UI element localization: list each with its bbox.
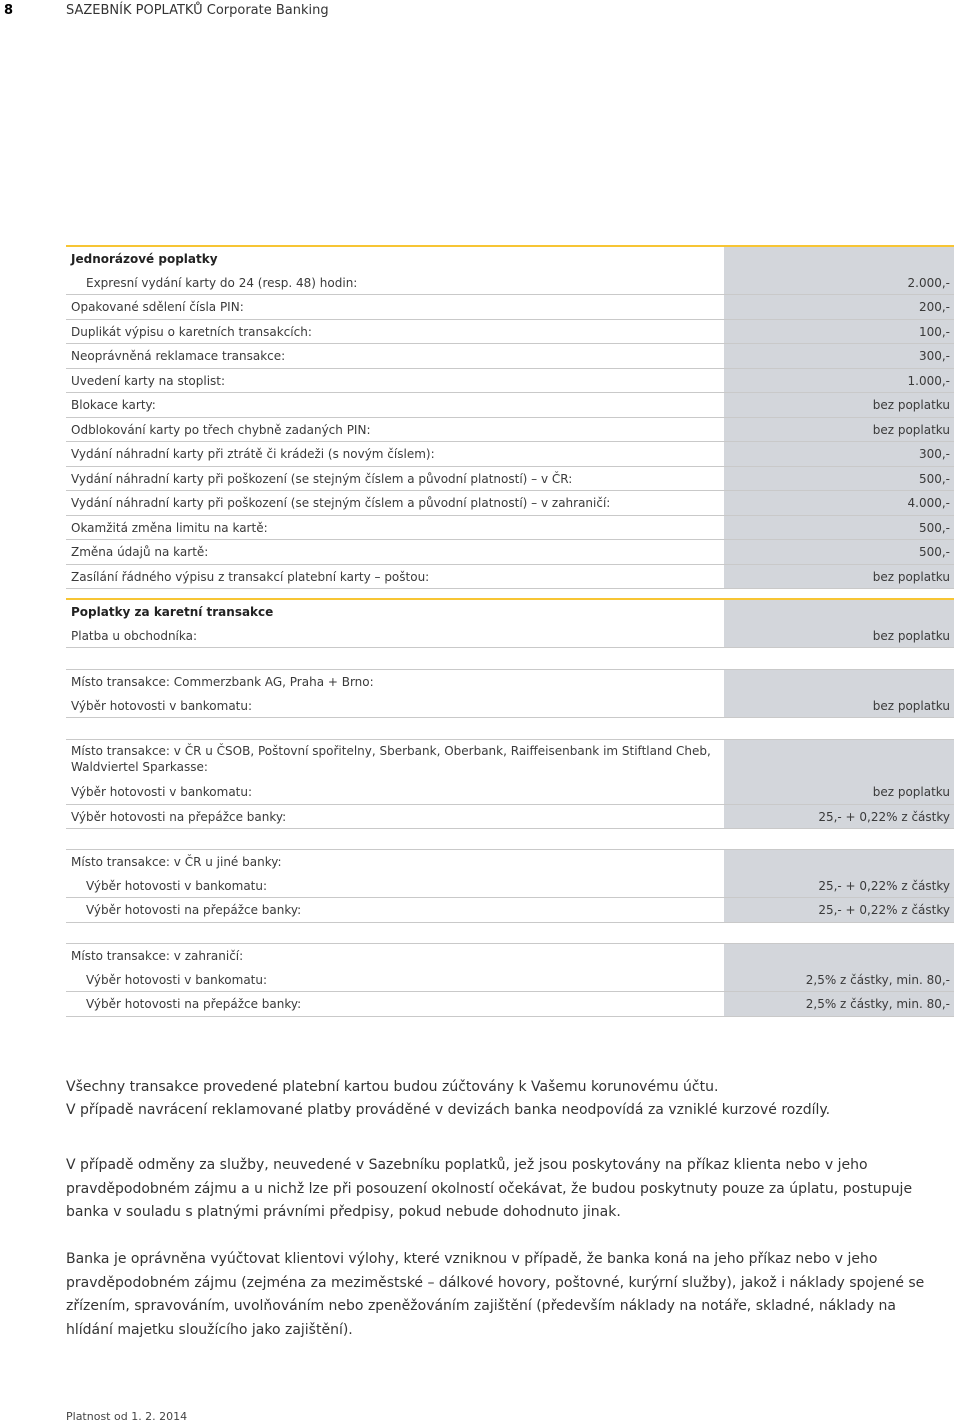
section-title-row bbox=[66, 739, 954, 780]
fee-row bbox=[66, 467, 954, 492]
section-title-row bbox=[66, 669, 954, 694]
fee-label: Duplikát výpisu o karetních transakcích: bbox=[71, 324, 312, 339]
fee-row bbox=[66, 320, 954, 345]
fee-value: 2.000,- bbox=[907, 275, 950, 290]
fee-label: Vydání náhradní karty při poškození (se stejným číslem a původní platností) – v zahraničí: bbox=[71, 496, 611, 510]
note-paragraph: Všechny transakce provedené platební kartou budou zúčtovány k Vašemu korunovému účtu. bbox=[66, 1079, 719, 1095]
fee-row bbox=[66, 369, 954, 394]
fee-row bbox=[66, 992, 954, 1017]
fee-value: 2,5% z částky, min. 80,- bbox=[805, 972, 950, 987]
fee-value: bez poplatku bbox=[872, 698, 950, 713]
fee-value: 200,- bbox=[918, 300, 950, 314]
fee-value: 500,- bbox=[918, 545, 950, 559]
fee-value: 25,- + 0,22% z částky bbox=[818, 903, 950, 917]
section-title: Poplatky za karetní transakce bbox=[71, 605, 274, 619]
note-paragraph: V případě odměny za služby, neuvedené v Sazebníku poplatků, jež jsou poskytovány na příkaz klienta nebo v jeho pravděpodobném zájmu a u nichž lze při posouzení okolností očekávat, že budou poskytnuty pouze za úplatu, postupuje banka v souladu s platnými právními předpisy, pokud nebude dohodnuto jinak. bbox=[66, 1157, 913, 1220]
fee-label: Výběr hotovosti v bankomatu: bbox=[86, 878, 268, 893]
fee-value: 25,- + 0,22% z částky bbox=[818, 809, 950, 824]
note-paragraph: Banka je oprávněna vyúčtovat klientovi výlohy, které vzniknou v případě, že banka koná na jeho příkaz nebo v jeho pravděpodobném zájmu (zejména za meziměstské – dálkové hovory, poštovné, kurýrní služby), jakož i náklady spojené se zřízením, spravováním, uvolňováním nebo zpeněžováním zajištění (především náklady na notáře, skladné, náklady na hlídání majetku sloužícího jako zajištění). bbox=[66, 1251, 925, 1338]
fee-value: 2,5% z částky, min. 80,- bbox=[805, 997, 950, 1011]
fee-label: Změna údajů na kartě: bbox=[71, 545, 209, 559]
fee-value: 500,- bbox=[918, 471, 950, 486]
section-title-row bbox=[66, 849, 954, 874]
fee-row bbox=[66, 805, 954, 830]
validity-date: Platnost od 1. 2. 2014 bbox=[66, 1410, 188, 1423]
fee-label: Neoprávněná reklamace transakce: bbox=[71, 349, 286, 363]
fee-label: Výběr hotovosti na přepážce banky: bbox=[86, 997, 302, 1011]
fee-row bbox=[66, 344, 954, 369]
fee-value: 25,- + 0,22% z částky bbox=[818, 878, 950, 893]
fee-row bbox=[66, 780, 954, 805]
fee-label: Odblokování karty po třech chybně zadaných PIN: bbox=[71, 422, 371, 437]
fee-label: Opakované sdělení čísla PIN: bbox=[71, 300, 244, 314]
fee-label: Blokace karty: bbox=[71, 398, 156, 412]
fee-value: bez poplatku bbox=[872, 628, 950, 643]
fee-table-partner-banks bbox=[66, 739, 954, 829]
fee-row bbox=[66, 874, 954, 899]
fee-table-one-time bbox=[66, 245, 954, 589]
section-title-row bbox=[66, 598, 954, 624]
fee-row bbox=[66, 694, 954, 719]
fee-row bbox=[66, 271, 954, 296]
fee-row bbox=[66, 491, 954, 516]
fee-row bbox=[66, 442, 954, 467]
fee-table-abroad bbox=[66, 943, 954, 1017]
fee-row bbox=[66, 565, 954, 590]
fee-label: Vydání náhradní karty při ztrátě či krádeži (s novým číslem): bbox=[71, 447, 435, 461]
fee-row bbox=[66, 898, 954, 923]
fee-value: 100,- bbox=[918, 324, 950, 339]
fee-row bbox=[66, 540, 954, 565]
fee-row bbox=[66, 968, 954, 993]
section-title: Místo transakce: v ČR u jiné banky: bbox=[71, 855, 282, 869]
fee-label: Výběr hotovosti v bankomatu: bbox=[71, 698, 253, 713]
fee-table-card-transactions bbox=[66, 598, 954, 648]
note-paragraph: V případě navrácení reklamované platby prováděné v devizách banka neodpovídá za vzniklé kurzové rozdíly. bbox=[66, 1102, 831, 1118]
fee-value: 300,- bbox=[918, 447, 950, 461]
fee-table-commerzbank bbox=[66, 669, 954, 718]
fee-table-other-banks bbox=[66, 849, 954, 923]
fee-value: 300,- bbox=[918, 349, 950, 363]
fee-row bbox=[66, 624, 954, 649]
fee-label: Výběr hotovosti na přepážce banky: bbox=[71, 809, 287, 824]
fee-value: 1.000,- bbox=[907, 373, 950, 388]
fee-label: Vydání náhradní karty při poškození (se stejným číslem a původní platností) – v ČR: bbox=[71, 471, 573, 486]
section-title: Jednorázové poplatky bbox=[71, 252, 218, 266]
section-title-row bbox=[66, 943, 954, 968]
fee-value: bez poplatku bbox=[872, 398, 950, 412]
fee-row bbox=[66, 516, 954, 541]
section-title: Místo transakce: v zahraničí: bbox=[71, 949, 244, 963]
fee-row bbox=[66, 418, 954, 443]
fee-label: Expresní vydání karty do 24 (resp. 48) hodin: bbox=[86, 275, 358, 290]
section-title: Místo transakce: Commerzbank AG, Praha + Brno: bbox=[71, 675, 374, 689]
fee-label: Výběr hotovosti v bankomatu: bbox=[86, 972, 268, 987]
page-number: 8 bbox=[4, 3, 14, 18]
fee-label: Výběr hotovosti v bankomatu: bbox=[71, 785, 253, 799]
fee-row bbox=[66, 393, 954, 418]
fee-value: bez poplatku bbox=[872, 569, 950, 584]
fee-value: 500,- bbox=[918, 520, 950, 535]
section-title: Místo transakce: v ČR u ČSOB, Poštovní spořitelny, Sberbank, Oberbank, Raiffeisenbank im Stiftland Cheb, Waldviertel Sparkasse: bbox=[71, 744, 711, 774]
section-title-row bbox=[66, 245, 954, 271]
fee-value: 4.000,- bbox=[907, 496, 950, 510]
fee-label: Platba u obchodníka: bbox=[71, 628, 198, 643]
document-title: SAZEBNÍK POPLATKŮ Corporate Banking bbox=[66, 3, 329, 18]
fee-label: Výběr hotovosti na přepážce banky: bbox=[86, 903, 302, 917]
fee-row bbox=[66, 295, 954, 320]
fee-value: bez poplatku bbox=[872, 422, 950, 437]
fee-label: Uvedení karty na stoplist: bbox=[71, 373, 226, 388]
fee-value: bez poplatku bbox=[872, 785, 950, 799]
fee-label: Okamžitá změna limitu na kartě: bbox=[71, 520, 268, 535]
fee-label: Zasílání řádného výpisu z transakcí platební karty – poštou: bbox=[71, 569, 430, 584]
